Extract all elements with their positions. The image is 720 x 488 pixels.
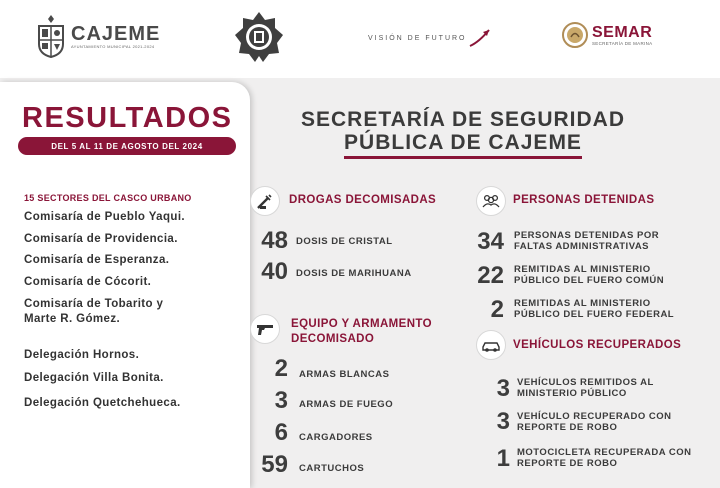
location-item: Comisaría de Esperanza. bbox=[24, 254, 170, 266]
vehicles-label bbox=[517, 377, 654, 399]
group-icon bbox=[481, 191, 501, 211]
vehicles-section-title: VEHÍCULOS RECUPERADOS bbox=[513, 339, 682, 351]
cajeme-logo bbox=[36, 14, 160, 58]
semar-logo bbox=[562, 22, 652, 48]
semar-seal-icon bbox=[562, 22, 588, 48]
weapons-label: CARGADORES bbox=[299, 432, 373, 443]
vision-text: VISIÓN DE FUTURO bbox=[368, 34, 467, 42]
vehicles-label-line2: MINISTERIO PÚBLICO bbox=[517, 388, 627, 399]
drugs-label: DOSIS DE CRISTAL bbox=[296, 236, 393, 247]
vision-futuro-logo bbox=[368, 28, 491, 48]
location-item: Comisaría de Pueblo Yaqui. bbox=[24, 211, 186, 223]
vehicles-label-line2: REPORTE DE ROBO bbox=[517, 422, 618, 433]
people-label-line1: PERSONAS DETENIDAS POR bbox=[514, 230, 660, 241]
header-bar bbox=[0, 0, 720, 78]
location-item: Comisaría de Providencia. bbox=[24, 233, 178, 245]
people-label-line1: REMITIDAS AL MINISTERIO bbox=[514, 298, 651, 309]
people-count: 2 bbox=[490, 296, 504, 323]
location-item: Delegación Hornos. bbox=[24, 349, 140, 361]
arrow-swoosh-icon bbox=[469, 28, 491, 48]
syringe-icon bbox=[255, 191, 275, 211]
vehicles-count: 1 bbox=[496, 445, 510, 472]
vehicles-icon bbox=[476, 330, 506, 360]
page-title-line1: SECRETARÍA DE SEGURIDAD bbox=[300, 108, 626, 131]
location-item: Delegación Quetchehueca. bbox=[24, 397, 181, 409]
location-item: Delegación Villa Bonita. bbox=[24, 372, 164, 384]
weapons-section-title bbox=[291, 317, 432, 347]
vehicles-label bbox=[517, 447, 692, 469]
people-count: 22 bbox=[477, 262, 504, 289]
weapons-count: 2 bbox=[274, 355, 288, 382]
people-section-title: PERSONAS DETENIDAS bbox=[513, 194, 655, 206]
drugs-count: 40 bbox=[261, 258, 288, 285]
weapons-title-line1: EQUIPO Y ARMAMENTO bbox=[291, 318, 432, 330]
semar-subtitle: SECRETARÍA DE MARINA bbox=[592, 40, 653, 46]
people-count: 34 bbox=[477, 228, 504, 255]
vehicles-label-line1: VEHÍCULOS REMITIDOS AL bbox=[517, 377, 654, 388]
location-item: Comisaría de Cócorit. bbox=[24, 276, 152, 288]
page-title bbox=[298, 108, 628, 159]
drugs-count: 48 bbox=[261, 227, 288, 254]
people-label-line2: FALTAS ADMINISTRATIVAS bbox=[514, 241, 650, 252]
drugs-label: DOSIS DE MARIHUANA bbox=[296, 268, 412, 279]
sectors-title: 15 SECTORES DEL CASCO URBANO bbox=[24, 193, 192, 203]
people-label bbox=[514, 298, 674, 320]
weapons-label: ARMAS BLANCAS bbox=[299, 369, 390, 380]
date-range-pill: DEL 5 AL 11 DE AGOSTO DEL 2024 bbox=[18, 137, 236, 155]
vehicles-count: 3 bbox=[496, 375, 510, 402]
people-icon bbox=[476, 186, 506, 216]
vehicles-count: 3 bbox=[496, 408, 510, 435]
weapons-icon bbox=[250, 314, 280, 344]
weapons-count: 6 bbox=[274, 419, 288, 446]
results-title: RESULTADOS bbox=[22, 102, 233, 134]
people-label-line1: REMITIDAS AL MINISTERIO bbox=[514, 264, 651, 275]
cajeme-name: CAJEME bbox=[71, 22, 161, 45]
police-badge-icon bbox=[232, 10, 286, 64]
cajeme-subtitle: AYUNTAMIENTO MUNICIPAL 2021-2024 bbox=[71, 43, 155, 49]
weapons-label: ARMAS DE FUEGO bbox=[299, 399, 394, 410]
car-icon bbox=[481, 335, 501, 355]
people-label-line2: PÚBLICO DEL FUERO COMÚN bbox=[514, 275, 665, 286]
semar-name: SEMAR bbox=[592, 23, 653, 41]
weapons-title-line2: DECOMISADO bbox=[291, 333, 375, 345]
location-item: Comisaría de Tobarito y bbox=[24, 298, 164, 310]
weapons-label: CARTUCHOS bbox=[299, 463, 365, 474]
weapons-count: 59 bbox=[261, 451, 288, 478]
pistol-icon bbox=[255, 319, 275, 339]
page-title-line2: PÚBLICA DE CAJEME bbox=[344, 131, 582, 159]
people-label-line2: PÚBLICO DEL FUERO FEDERAL bbox=[514, 309, 675, 320]
drugs-section-title: DROGAS DECOMISADAS bbox=[289, 194, 437, 206]
vehicles-label-line1: VEHÍCULO RECUPERADO CON bbox=[517, 411, 672, 422]
weapons-count: 3 bbox=[274, 387, 288, 414]
cajeme-crest-icon bbox=[36, 14, 66, 58]
vehicles-label-line1: MOTOCICLETA RECUPERADA CON bbox=[517, 447, 692, 458]
location-item: Marte R. Gómez. bbox=[24, 313, 121, 325]
vehicles-label-line2: REPORTE DE ROBO bbox=[517, 458, 618, 469]
drugs-icon bbox=[250, 186, 280, 216]
people-label bbox=[514, 230, 659, 252]
vehicles-label bbox=[517, 411, 672, 433]
people-label bbox=[514, 264, 664, 286]
